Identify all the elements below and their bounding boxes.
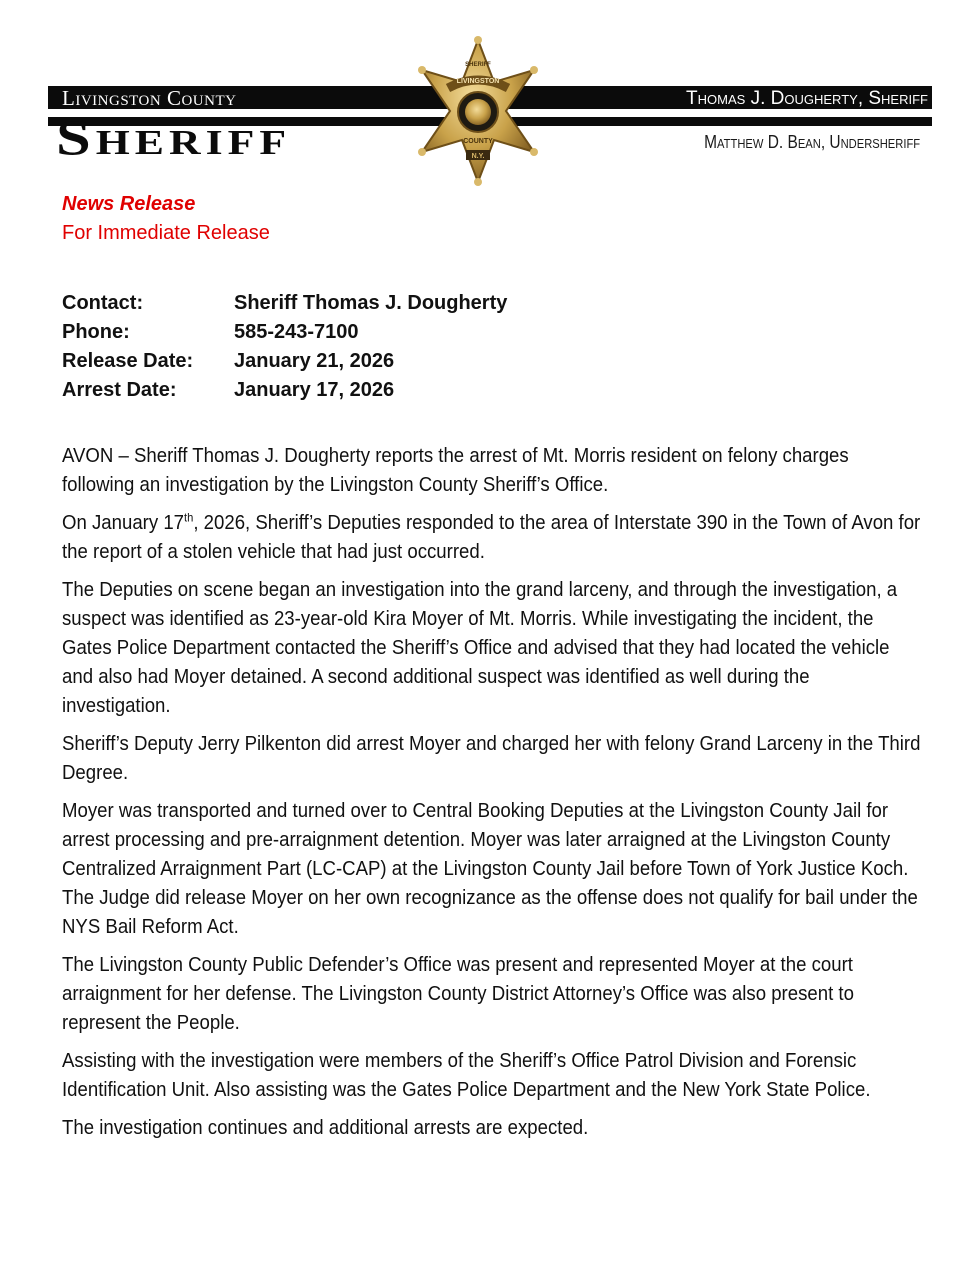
paragraph-representation: The Livingston County Public Defender’s Office was present and represented Moyer at the court arraignment for her defense. The Livingston County District Attorney’s Office was also present to represent the People. — [62, 954, 854, 1034]
release-meta — [62, 289, 507, 405]
paragraph-assisting: Assisting with the investigation were members of the Sheriff’s Office Patrol Division and Forensic Identification Unit. Also assisting was the Gates Police Department and the New York State Police. — [62, 1050, 871, 1101]
meta-row-contact — [62, 289, 507, 318]
paragraph-arraignment: Moyer was transported and turned over to Central Booking Deputies at the Livingston County Jail for arrest processing and pre-arraignment detention. Moyer was later arraigned at the Livingston County Centralized Arraignment Part (LC-CAP) at the Livingston County Jail before Town of York Justice Koch. The Judge did release Moyer on her own recognizance as the offense does not qualify for bail under the NYS Bail Reform Act. — [62, 800, 918, 938]
meta-row-arrest-date — [62, 376, 507, 405]
release-body — [62, 442, 922, 1152]
paragraph-incident — [62, 509, 922, 567]
paragraph-text: , 2026, Sheriff’s Deputies responded to the area of Interstate 390 in the Town of Avon for the report of a stolen vehicle that had just occurred. — [62, 512, 921, 563]
release-type: News Release — [62, 193, 196, 215]
undersheriff-name: Matthew D. Bean, Undersheriff — [704, 132, 920, 152]
release-subtitle: For Immediate Release — [62, 222, 270, 244]
meta-value: 585-243-7100 — [234, 321, 359, 343]
svg-text:N.Y.: N.Y. — [471, 153, 485, 160]
paragraph-text: On January 17 — [62, 512, 185, 534]
sheriff-name: Thomas J. Dougherty, Sheriff — [686, 88, 928, 109]
meta-value: January 21, 2026 — [234, 350, 395, 372]
paragraph-arrest: Sheriff’s Deputy Jerry Pilkenton did arrest Moyer and charged her with felony Grand Larceny in the Third Degree. — [62, 733, 921, 784]
paragraph-investigation: The Deputies on scene began an investigation into the grand larceny, and through the investigation, a suspect was identified as 23-year-old Kira Moyer of Mt. Morris. While investigating the incident, the Gates Police Department contacted the Sheriff’s Office and advised that they had located the vehicle and also had Moyer detained. A second additional suspect was identified as well during the investigation. — [62, 579, 898, 717]
meta-row-release-date — [62, 347, 507, 376]
paragraph-intro: AVON – Sheriff Thomas J. Dougherty reports the arrest of Mt. Morris resident on felony charges following an investigation by the Livingston County Sheriff’s Office. — [62, 445, 849, 496]
meta-label: Release Date: — [62, 350, 194, 372]
letterhead — [0, 0, 980, 190]
sheriff-star-badge-icon — [418, 36, 538, 186]
agency-line: Livingston County — [62, 86, 237, 110]
paragraph-closing: The investigation continues and additional arrests are expected. — [62, 1117, 589, 1139]
agency-word: Sheriff — [56, 109, 292, 165]
meta-label: Arrest Date: — [62, 379, 177, 401]
meta-label: Phone: — [62, 321, 130, 343]
svg-text:SHERIFF: SHERIFF — [465, 62, 491, 68]
ordinal-suffix: th — [184, 510, 194, 525]
meta-row-phone — [62, 318, 507, 347]
svg-text:COUNTY: COUNTY — [463, 138, 493, 145]
meta-label: Contact: — [62, 292, 144, 314]
meta-value: Sheriff Thomas J. Dougherty — [234, 292, 508, 314]
svg-text:LIVINGSTON: LIVINGSTON — [456, 78, 500, 85]
meta-value: January 17, 2026 — [234, 379, 395, 401]
